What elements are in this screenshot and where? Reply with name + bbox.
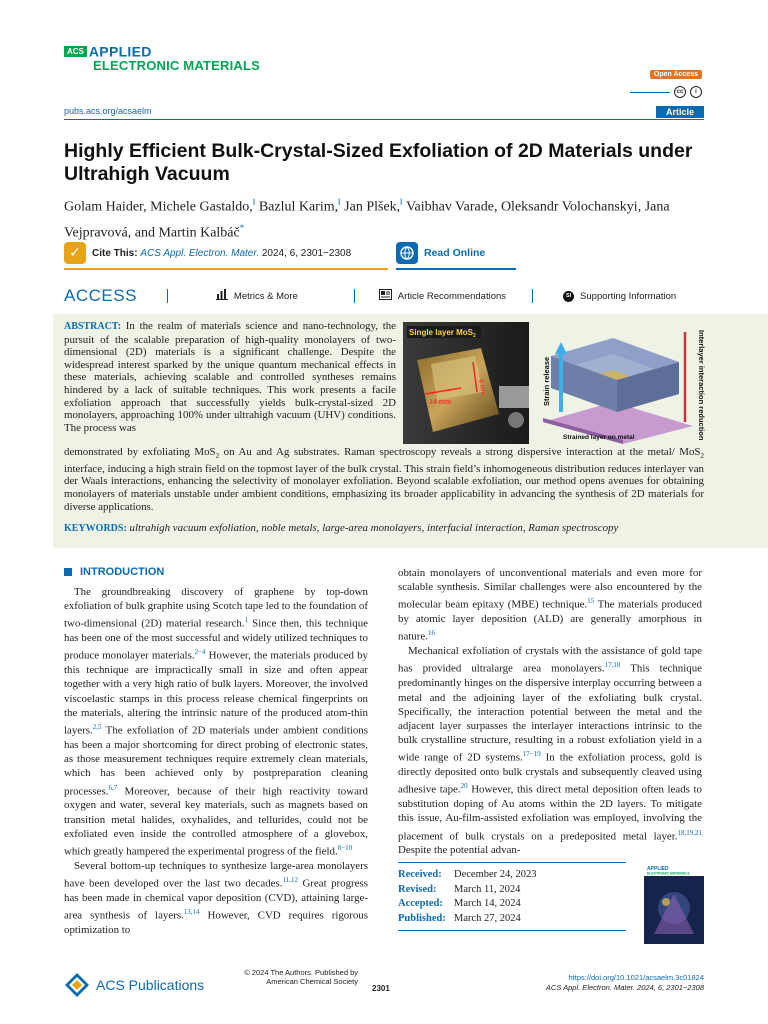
author-name[interactable]: Michele Gastaldo,: [150, 199, 253, 215]
attribution-icon: i: [690, 86, 702, 98]
article-title: Highly Efficient Bulk-Crystal-Sized Exfoliation of 2D Materials under Ultrahigh Vacuum: [64, 140, 693, 185]
paragraph-text: Moreover, because of their high reactivity toward oxygen and water, several key materials, such as magnets based on transition metal halides, oxyhalides, and tellurides, could not be exfoliated even inside the controlled atmosphere of a glovebox, which greatly hampered the experimental progress of the field.: [64, 785, 368, 858]
paragraph-text: Since then, this technique has been one of the most successful and widely utilized techniques to produce monolayer materials.: [64, 618, 368, 663]
header-divider: [64, 119, 704, 120]
reference-link[interactable]: 13,14: [183, 908, 200, 917]
doi-link[interactable]: https://doi.org/10.1021/acsaelm.3c01824: [568, 973, 704, 982]
paragraph-text: However, CVD requires rigorous optimization to: [64, 909, 368, 936]
date-row: [398, 897, 537, 912]
author-name[interactable]: Jana Vejpravová: [64, 199, 670, 241]
paragraph-text: However, this direct metal deposition often leads to substitution doping of Au atoms within the 2D layers. To mitigate this issue, Au-film-assisted exfoliation was employed, involving the placement of bulk crystals on a predeposited metal layer.: [398, 783, 702, 843]
paragraph-text: Despite the potential advan-: [398, 844, 521, 857]
cite-ref: 2024, 6, 2301−2308: [259, 247, 352, 259]
reference-link[interactable]: 8−10: [337, 843, 353, 852]
author-name[interactable]: Golam Haider: [64, 199, 144, 215]
interlayer-label: Interlayer interaction reduction: [697, 330, 706, 441]
recommendations-label: Article Recommendations: [397, 290, 507, 302]
reference-link[interactable]: 2−4: [194, 648, 206, 657]
read-online-label: Read Online: [424, 247, 486, 259]
journal-url-link[interactable]: pubs.acs.org/acsaelm: [64, 106, 152, 116]
reference-link[interactable]: 18,19,21: [677, 828, 702, 837]
reference-link[interactable]: 11,12: [282, 875, 298, 884]
paragraph-text: The exfoliation of 2D materials under ambient conditions has been a major shortcoming for direct probing of electronic states, as those measurement techniques require extremely clean materials, which has been achieved only by postpreparation cleaning processes.: [64, 724, 368, 798]
author-name[interactable]: Vaibhav Varade: [405, 199, 494, 215]
author-name[interactable]: Martin Kalbáč: [158, 225, 240, 241]
introduction-heading: [64, 566, 164, 578]
author-affiliation-mark: ‖: [252, 197, 256, 207]
reference-link[interactable]: 17−19: [522, 750, 541, 759]
date-label: Revised:: [398, 883, 437, 895]
reference-link[interactable]: 17,18: [604, 661, 621, 670]
license-rule: [630, 92, 670, 93]
recommendations-link[interactable]: [379, 289, 506, 303]
copyright-line1: © 2024 The Authors. Published by: [244, 968, 358, 977]
strain-release-label: Strain release: [542, 356, 551, 406]
read-online-button[interactable]: [396, 238, 516, 270]
date-value: March 27, 2024: [454, 912, 521, 924]
keywords: [64, 522, 704, 534]
cc-icon: cc: [674, 86, 686, 98]
cite-text: [92, 248, 351, 259]
paragraph-text: This technique predominantly hinges on the dispersive interplay occurring between a metal and the adjoining layer of the exfoliating bulk crystal. Specifically, the interaction potential between the metal and the adjacent layer surpasses the interlayer interactions intrinsic to the bulk crystalline structure, resulting in a robust exfoliation yield in a wide range of 2D systems.: [398, 663, 702, 764]
supporting-info-link[interactable]: [563, 291, 676, 302]
subscript: 2: [700, 452, 704, 461]
paragraph-text: The groundbreaking discovery of graphene by top-down exfoliation of bulk graphite using Scotch tape led to the foundation of two-dimensional (2D) material research.: [64, 586, 368, 631]
logo-line2: ELECTRONIC MATERIALS: [93, 58, 260, 73]
paragraph-text: Several bottom-up techniques to synthesize large-area monolayers have been developed over the last two decades.: [64, 859, 368, 890]
journal-logo[interactable]: [64, 42, 260, 73]
abstract-body-2c: interface, inducing a high strain field on the topmost layer of the bulk crystal. This strain field’s inhomogeneous distribution reduces interlayer van der Waals interactions, enhancing the selectivity of monolayer exfoliation. Beyond scalable exfoliation, our method opens avenues for obtaining monolayers of materials unstable under ambient conditions, emphasizing its broader applicability in advancing the synthesis of 2D materials for diverse applications.: [64, 462, 704, 513]
crystal-layers: [551, 338, 679, 412]
access-divider: [167, 289, 168, 303]
author-name[interactable]: Oleksandr Volochanskyi: [500, 199, 638, 215]
reference-link[interactable]: 20: [460, 782, 468, 791]
abstract-heading: ABSTRACT:: [64, 321, 122, 332]
body-column-left: [64, 585, 368, 937]
toc-graphic: [403, 322, 706, 444]
reference-link[interactable]: 2,5: [92, 723, 102, 732]
reference-link[interactable]: 16: [427, 629, 435, 638]
si-icon: SI: [563, 291, 574, 302]
copyright-notice: [218, 968, 358, 986]
body-paragraph: [64, 585, 368, 859]
acs-emblem-icon: [64, 972, 90, 998]
cite-this-bar[interactable]: [64, 238, 388, 270]
author-name[interactable]: Bazlul Karim,: [258, 199, 339, 215]
paragraph-text: Mechanical exfoliation of crystals with the assistance of gold tape has provided ultralarge area monolayers.: [398, 645, 702, 676]
check-icon: ✓: [64, 242, 86, 264]
date-row: [398, 912, 537, 927]
abstract-body-1: In the realm of materials science and nano-technology, the pursuit of the scalable preparation of high-quality monolayers of two-dimensional (2D) materials is a significant challenge. Despite the widespread interest sparked by the unique quantum mechanical effects in these materials, achieving scalable and controlled syntheses remains hindered by a lack of suitable techniques. This work presents a facile exfoliation approach that successfully yields bulk-crystal-sized 2D monolayers, approaching 100% under ultrahigh vacuum (UHV) conditions. The process was: [64, 320, 396, 434]
dates-top-rule: [398, 862, 626, 863]
holder-screw: [508, 412, 524, 428]
globe-icon: [396, 242, 418, 264]
page-number: 2301: [372, 984, 390, 993]
document-icon: [379, 289, 392, 303]
date-row: [398, 868, 537, 883]
paragraph-text: However, the materials produced by this technique are impractically small in size and often appear together with a very high ratio of bulk layers. Moreover, the involved viscoelastic stamps in this process release chemical fingerprints on the materials, altering the intrinsic nature of the produced atom-thin layers.: [64, 650, 369, 737]
acs-publications-logo[interactable]: [64, 972, 204, 998]
access-divider: [532, 289, 533, 303]
acs-logo-tag: ACS: [64, 46, 87, 57]
reference-link[interactable]: 1: [244, 616, 249, 625]
subscript: 2: [215, 452, 220, 461]
article-type-tag: Article: [656, 106, 704, 118]
author-affiliation-mark: ‖: [400, 197, 403, 207]
doi-block: [546, 973, 704, 992]
introduction-title: INTRODUCTION: [80, 566, 165, 578]
metrics-label: Metrics & More: [233, 290, 298, 302]
author-affiliation-mark: *: [239, 222, 245, 233]
paragraph-text: Great progress has been made in chemical vapor deposition (CVD), attaining large-area synthesis of layers.: [64, 877, 368, 922]
cover-title-2: ELECTRONIC MATERIALS: [647, 871, 690, 876]
body-column-right: [398, 566, 702, 858]
bar-chart-icon: [216, 289, 228, 303]
publisher-name: ACS Publications: [96, 977, 205, 993]
keywords-heading: KEYWORDS:: [64, 523, 127, 534]
citation-line: ACS Appl. Electron. Mater. 2024, 6, 2301−2308: [545, 982, 704, 992]
strained-layer-label: Strained layer on metal: [563, 434, 635, 441]
date-row: [398, 883, 537, 898]
metrics-link[interactable]: [216, 289, 298, 303]
date-value: March 14, 2024: [454, 898, 521, 909]
journal-cover-thumbnail[interactable]: [644, 864, 704, 944]
body-paragraph: [398, 644, 702, 857]
paragraph-text: In the exfoliation process, gold is directly deposited onto bulk crystals and subsequently cleaved using adhesive tape.: [398, 751, 702, 796]
author-list: Golam Haider, Michele Gastaldo,‖ Bazlul Karim,‖ Jan Plšek,‖ Vaibhav Varade, Oleksandr Volochanskyi, Jana Vejpravová, and Martin Kalbáč*: [64, 197, 670, 241]
abstract-body-2a: demonstrated by exfoliating MoS: [64, 446, 216, 458]
author-name[interactable]: Jan Plšek,: [344, 199, 401, 215]
access-label: ACCESS: [64, 286, 137, 305]
copyright-line2: American Chemical Society: [266, 977, 358, 986]
heading-square-icon: [64, 568, 72, 576]
date-value: December 24, 2023: [454, 869, 537, 880]
open-access-badge: Open Access: [650, 70, 702, 79]
reference-link[interactable]: 15: [587, 597, 595, 606]
abstract-body-2b: on Au and Ag substrates. Raman spectroscopy reveals a strong dispersive interaction at the metal/ MoS: [219, 446, 701, 458]
cover-title-1: APPLIED: [647, 866, 669, 872]
cite-journal: ACS Appl. Electron. Mater.: [140, 247, 260, 259]
date-label: Received:: [398, 869, 442, 880]
date-label: Published:: [398, 912, 446, 924]
holder: [499, 386, 529, 408]
cite-label: Cite This:: [92, 247, 138, 259]
date-value: March 11, 2024: [454, 883, 521, 895]
scale-label-a: 14 mm: [429, 399, 452, 406]
license-icons[interactable]: [630, 86, 702, 98]
strain-arrow-head: [555, 342, 567, 354]
scale-label-b: 6 mm: [477, 379, 486, 396]
keywords-list: ultrahigh vacuum exfoliation, noble metals, large-area monolayers, interfacial interaction, Raman spectroscopy: [129, 522, 619, 534]
paragraph-text: The materials produced by atomic layer deposition (ALD) are generally amorphous in nature.: [398, 599, 703, 644]
logo-line1: APPLIED: [88, 43, 152, 60]
access-bar: [64, 284, 704, 308]
access-divider: [354, 289, 355, 303]
author-affiliation-mark: ‖: [338, 197, 341, 207]
abstract-text-part2: [64, 446, 704, 513]
paragraph-text: obtain monolayers of unconventional materials and even more for scalable synthesis. Similar challenges were also encountered by the molecular beam epitaxy (MBE) technique.: [398, 567, 702, 612]
abstract-text-part1: [64, 320, 396, 434]
dates-bottom-rule: [398, 930, 626, 931]
body-paragraph: [398, 566, 702, 644]
date-label: Accepted:: [398, 898, 443, 909]
body-paragraph: [64, 859, 368, 937]
publication-dates: [398, 868, 537, 926]
supporting-info-label: Supporting Information: [580, 290, 677, 302]
single-layer-label: Single layer MoS$_2$: [409, 328, 476, 339]
reference-link[interactable]: 6,7: [108, 783, 118, 792]
